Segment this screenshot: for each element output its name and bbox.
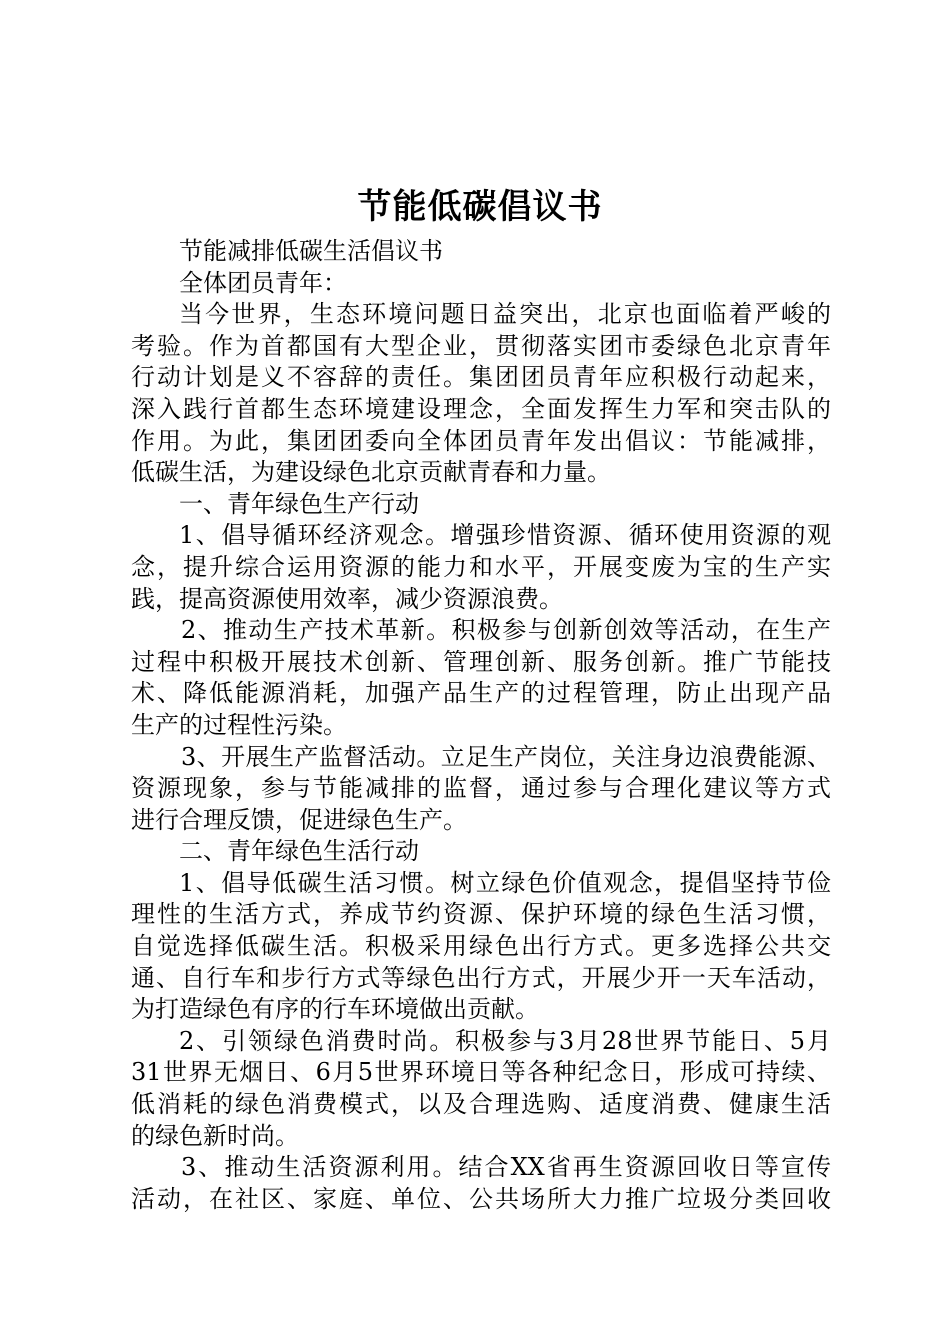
paragraph: [131, 1026, 831, 1152]
paragraph: [131, 299, 831, 489]
text-line: 二、青年绿色生活行动: [179, 837, 419, 866]
text-line: 行动计划是义不容辞的责任。集团团员青年应积极行动起来，: [131, 363, 831, 392]
text-line: 3、推动生活资源利用。结合XX省再生资源回收日等宣传: [181, 1153, 831, 1182]
text-line: 考验。作为首都国有大型企业，贯彻落实团市委绿色北京青年: [131, 331, 831, 360]
text-line: 一、青年绿色生产行动: [179, 489, 419, 518]
paragraph: [131, 236, 831, 268]
text-line: 1、倡导循环经济观念。增强珍惜资源、循环使用资源的观: [179, 521, 831, 550]
document-title: 节能低碳倡议书: [357, 187, 603, 227]
text-line: 31世界无烟日、6月5世界环境日等各种纪念日，形成可持续、: [131, 1058, 831, 1087]
paragraph: [131, 268, 831, 300]
text-line: 理性的生活方式，养成节约资源、保护环境的绿色生活习惯，: [131, 900, 831, 929]
text-line: 2、引领绿色消费时尚。积极参与3月28世界节能日、5月: [179, 1026, 831, 1055]
text-line: 活动，在社区、家庭、单位、公共场所大力推广垃圾分类回收: [131, 1184, 831, 1213]
paragraph: [131, 742, 831, 837]
paragraph: [131, 868, 831, 1026]
text-line: 2、推动生产技术革新。积极参与创新创效等活动，在生产: [181, 616, 831, 645]
text-line: 3、开展生产监督活动。立足生产岗位，关注身边浪费能源、: [181, 742, 831, 771]
paragraph: [131, 836, 831, 868]
text-line: 全体团员青年：: [179, 268, 347, 297]
text-line: 进行合理反馈，促进绿色生产。: [131, 805, 467, 834]
document-body: [131, 236, 831, 1215]
text-line: 节能减排低碳生活倡议书: [179, 237, 443, 265]
paragraph: [131, 520, 831, 615]
text-line: 低碳生活，为建设绿色北京贡献青春和力量。: [131, 458, 611, 487]
text-line: 低消耗的绿色消费模式，以及合理选购、适度消费、健康生活: [131, 1090, 831, 1119]
text-line: 1、倡导低碳生活习惯。树立绿色价值观念，提倡坚持节俭: [179, 868, 831, 897]
text-line: 的绿色新时尚。: [131, 1121, 299, 1150]
text-line: 资源现象，参与节能减排的监督，通过参与合理化建议等方式: [131, 774, 831, 803]
text-line: 作用。为此，集团团委向全体团员青年发出倡议：节能减排，: [131, 426, 831, 455]
paragraph: [131, 1152, 831, 1215]
text-line: 术、降低能源消耗，加强产品生产的过程管理，防止出现产品: [131, 679, 831, 708]
text-line: 自觉选择低碳生活。积极采用绿色出行方式。更多选择公共交: [131, 932, 831, 961]
paragraph: [131, 615, 831, 741]
text-line: 念，提升综合运用资源的能力和水平，开展变废为宝的生产实: [131, 552, 831, 581]
paragraph: [131, 489, 831, 521]
text-line: 深入践行首都生态环境建设理念，全面发挥生力军和突击队的: [131, 394, 831, 423]
text-line: 生产的过程性污染。: [131, 710, 347, 739]
text-line: 践，提高资源使用效率，减少资源浪费。: [131, 584, 563, 613]
text-line: 过程中积极开展技术创新、管理创新、服务创新。推广节能技: [131, 647, 831, 676]
text-line: 为打造绿色有序的行车环境做出贡献。: [131, 995, 539, 1024]
text-line: 当今世界，生态环境问题日益突出，北京也面临着严峻的: [179, 300, 831, 329]
text-line: 通、自行车和步行方式等绿色出行方式，开展少开一天车活动，: [131, 963, 831, 992]
